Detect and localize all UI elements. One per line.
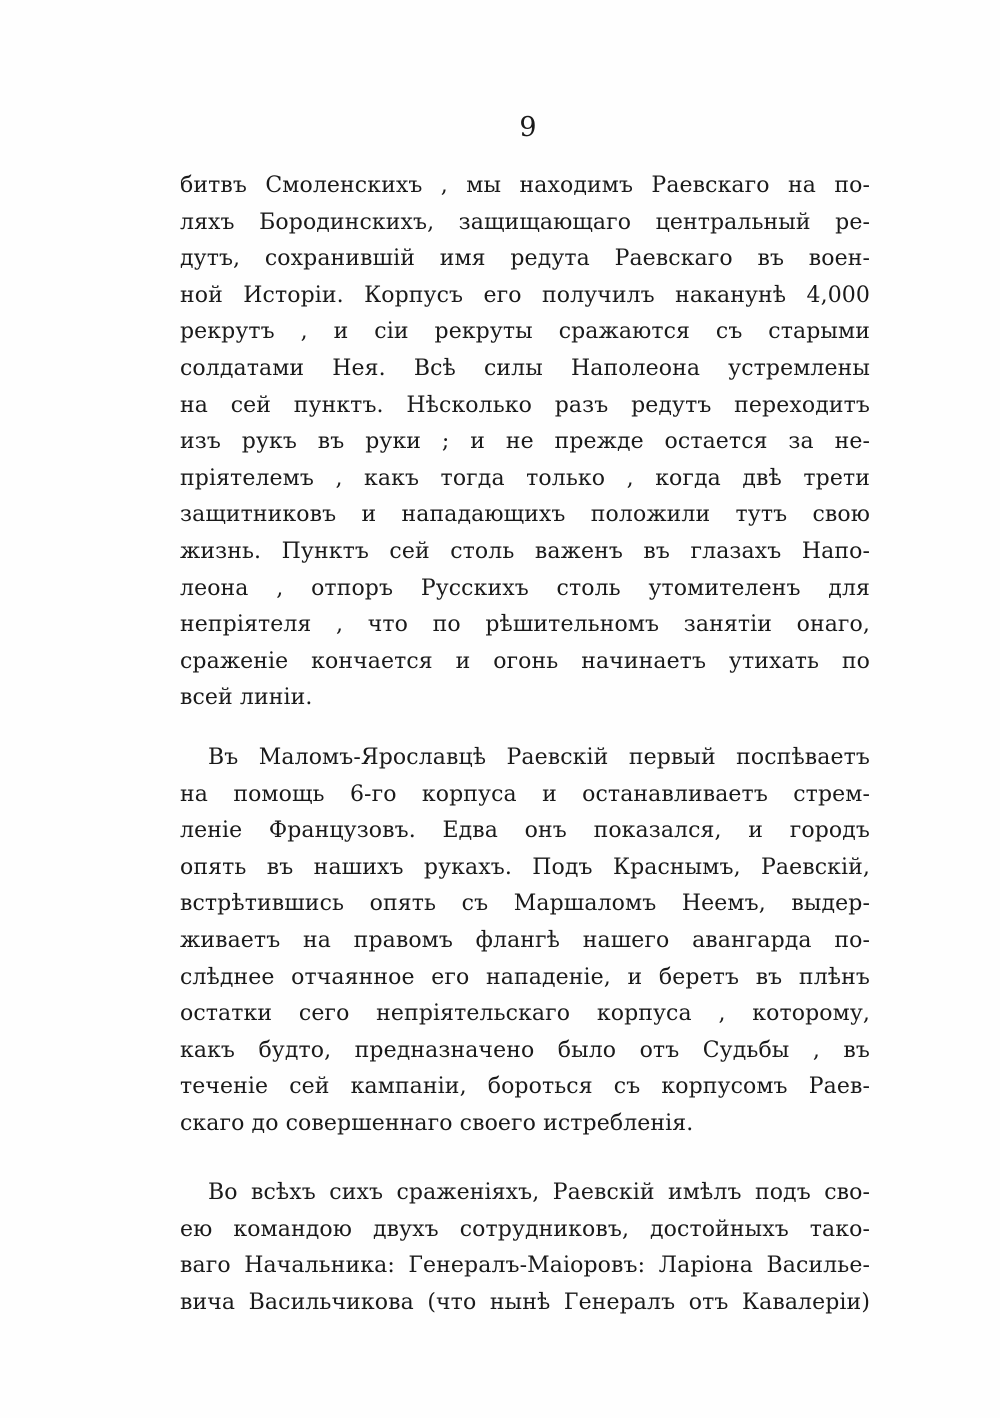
paragraph-3: [180, 1175, 870, 1321]
text-line: сраженіе кончается и огонь начинаетъ утихать по: [180, 648, 870, 674]
text-line: Въ Маломъ-Ярославцѣ Раевскій первый поспѣваетъ: [208, 745, 870, 770]
text-line: битвъ Смоленскихъ , мы находимъ Раевскаго на по-: [180, 173, 870, 198]
text-line: Во всѣхъ сихъ сраженіяхъ, Раевскій имѣлъ подъ сво-: [208, 1180, 870, 1205]
text-line: солдатами Нея. Всѣ силы Наполеона устремлены: [180, 355, 870, 381]
text-line: теченіе сей кампаніи, бороться съ корпусомъ Раев-: [180, 1074, 870, 1100]
text-line: ной Исторіи. Корпусъ его получилъ наканунѣ 4,000: [180, 282, 870, 308]
text-line: леніе Французовъ. Едва онъ показался, и городъ: [180, 818, 870, 844]
text-line: вича Васильчикова (что нынѣ Генералъ отъ Кавалеріи): [180, 1289, 870, 1315]
text-line: скаго до совершеннаго своего истребленія.: [180, 1110, 694, 1136]
text-line: леона , отпоръ Русскихъ столь утомителенъ для: [180, 575, 870, 601]
paragraph-1: [180, 168, 870, 717]
text-line: изъ рукъ въ руки ; и не прежде остается за не-: [180, 429, 870, 455]
text-line: непріятеля , что по рѣшительномъ занятіи онаго,: [180, 612, 870, 638]
text-line: опять въ нашихъ рукахъ. Подъ Краснымъ, Раевскій,: [180, 854, 870, 880]
text-line: живаетъ на правомъ флангѣ нашего авангарда по-: [180, 927, 870, 953]
text-line: слѣднее отчаянное его нападеніе, и беретъ въ плѣнъ: [180, 964, 870, 990]
text-line: какъ будто, предназначено было отъ Судьбы , въ: [180, 1037, 870, 1063]
text-line: ваго Начальника: Генералъ-Маіоровъ: Ларіона Василье-: [180, 1253, 870, 1279]
text-line: на сей пунктъ. Нѣсколько разъ редутъ переходитъ: [180, 392, 870, 418]
text-line: остатки сего непріятельскаго корпуса , которому,: [180, 1001, 870, 1027]
text-line: жизнь. Пунктъ сей столь важенъ въ глазахъ Напо-: [180, 538, 870, 564]
text-line: рекрутъ , и сіи рекруты сражаются съ старыми: [180, 319, 870, 345]
paragraph-2: [180, 740, 870, 1143]
text-line: защитниковъ и нападающихъ положили тутъ свою: [180, 502, 870, 528]
text-line: всей линіи.: [180, 685, 313, 711]
text-line: ляхъ Бородинскихъ, защищающаго центральный ре-: [180, 209, 870, 235]
text-line: дутъ, сохранившій имя редута Раевскаго въ воен-: [180, 246, 870, 272]
text-line: пріятелемъ , какъ тогда только , когда двѣ трети: [180, 465, 870, 491]
page-number: 9: [519, 112, 537, 143]
text-line: ею командою двухъ сотрудниковъ, достойныхъ тако-: [180, 1216, 870, 1242]
text-line: на помощь 6-го корпуса и останавливаетъ стрем-: [180, 781, 870, 807]
text-line: встрѣтившись опять съ Маршаломъ Неемъ, выдер-: [180, 891, 870, 917]
